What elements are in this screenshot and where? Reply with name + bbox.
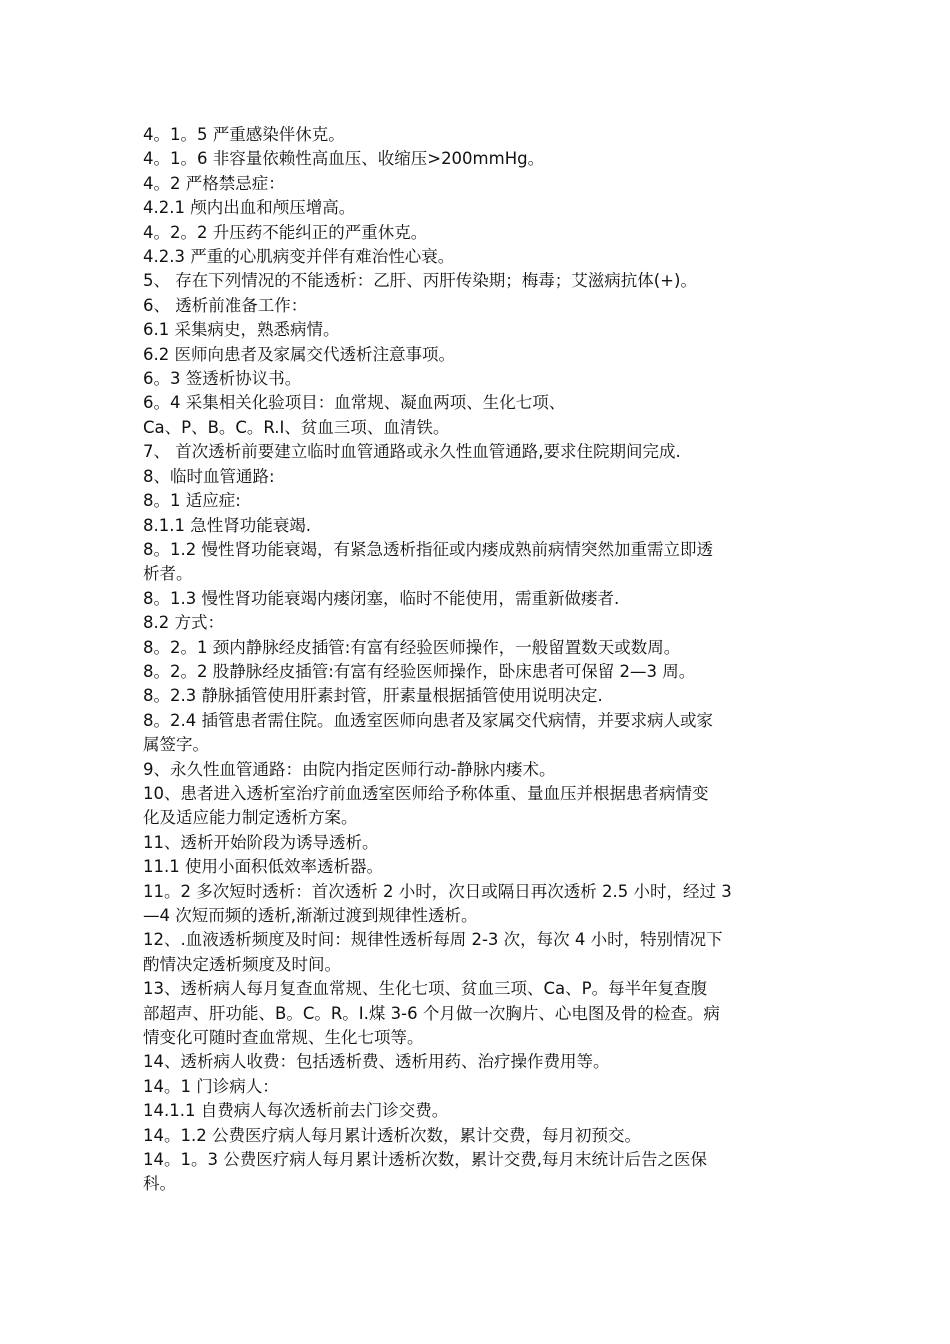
- text-line: 4。2 严格禁忌症：: [143, 173, 285, 193]
- text-line: 11.1 使用小面积低效率透析器。: [143, 857, 383, 877]
- text-line: 科。: [143, 1174, 176, 1194]
- text-line: 4。2。2 升压药不能纠正的严重休克。: [143, 222, 428, 242]
- text-line: 13、透析病人每月复查血常规、生化七项、贫血三项、Ca、P。每半年复查腹: [143, 979, 708, 999]
- text-line: 8、临时血管通路:: [143, 466, 275, 486]
- text-line: 4。1。5 严重感染伴休克。: [143, 125, 345, 144]
- text-line: 部超声、肝功能、B。C。R。I.煤 3-6 个月做一次胸片、心电图及骨的检查。病: [143, 1003, 720, 1023]
- text-line: 8。1.3 慢性肾功能衰竭内瘘闭塞，临时不能使用，需重新做瘘者.: [143, 588, 620, 608]
- text-line: 11。2 多次短时透析：首次透析 2 小时，次日或隔日再次透析 2.5 小时，经过 3: [143, 881, 732, 901]
- text-line: 10、患者进入透析室治疗前血透室医师给予称体重、量血压并根据患者病情变: [143, 783, 709, 803]
- text-line: 6。4 采集相关化验项目：血常规、凝血两项、生化七项、: [143, 393, 566, 413]
- text-line: 化及适应能力制定透析方案。: [143, 808, 358, 828]
- text-line: 6、 透析前准备工作：: [143, 295, 308, 315]
- text-line: 14。1 门诊病人：: [143, 1076, 279, 1096]
- text-line: 7、 首次透析前要建立临时血管通路或永久性血管通路,要求住院期间完成.: [143, 442, 681, 462]
- text-line: 8.1.1 急性肾功能衰竭.: [143, 515, 311, 535]
- text-line: 析者。: [143, 564, 193, 584]
- text-line: 酌情决定透析频度及时间。: [143, 954, 341, 974]
- text-line: 情变化可随时查血常规、生化七项等。: [143, 1028, 424, 1048]
- text-line: —4 次短而频的透析,渐渐过渡到规律性透析。: [143, 906, 478, 925]
- text-line: 4.2.3 严重的心肌病变并伴有难治性心衰。: [143, 247, 455, 267]
- text-line: 8。2.3 静脉插管使用肝素封管，肝素量根据插管使用说明决定.: [143, 686, 603, 706]
- text-line: 12、.血液透析频度及时间：规律性透析每周 2-3 次，每次 4 小时，特别情况下: [143, 930, 723, 950]
- text-line: 8。1 适应症:: [143, 491, 241, 511]
- text-line: 14。1。3 公费医疗病人每月累计透析次数，累计交费,每月末统计后告之医保: [143, 1150, 707, 1170]
- text-line: 4.2.1 颅内出血和颅压增高。: [143, 198, 356, 218]
- text-line: 14。1.2 公费医疗病人每月累计透析次数，累计交费，每月初预交。: [143, 1125, 641, 1145]
- text-line: 属签字。: [143, 735, 209, 755]
- text-line: 8。1.2 慢性肾功能衰竭，有紧急透析指征或内瘘成熟前病情突然加重需立即透: [143, 539, 713, 559]
- text-line: 6.2 医师向患者及家属交代透析注意事项。: [143, 344, 455, 364]
- text-line: 6。3 签透析协议书。: [143, 369, 302, 389]
- text-line: 6.1 采集病史，熟悉病情。: [143, 320, 340, 340]
- text-line: 8.2 方式：: [143, 613, 224, 633]
- text-line: 8。2.4 插管患者需住院。血透室医师向患者及家属交代病情，并要求病人或家: [143, 710, 713, 730]
- document-body: [143, 123, 805, 1197]
- text-line: 9、永久性血管通路：由院内指定医师行动-静脉内瘘术。: [143, 759, 556, 779]
- text-line: 8。2。1 颈内静脉经皮插管:有富有经验医师操作，一般留置数天或数周。: [143, 637, 681, 657]
- text-line: 8。2。2 股静脉经皮插管:有富有经验医师操作，卧床患者可保留 2—3 周。: [143, 661, 696, 681]
- text-line: 14、透析病人收费：包括透析费、透析用药、治疗操作费用等。: [143, 1052, 610, 1072]
- text-line: Ca、P、B。C。R.I、贫血三项、血清铁。: [143, 417, 450, 437]
- text-line: 14.1.1 自费病人每次透析前去门诊交费。: [143, 1101, 449, 1121]
- text-line: 5、 存在下列情况的不能透析：乙肝、丙肝传染期；梅毒；艾滋病抗体(+)。: [143, 271, 697, 291]
- text-line: 11、透析开始阶段为诱导透析。: [143, 832, 379, 852]
- text-line: 4。1。6 非容量依赖性高血压、收缩压>200mmHg。: [143, 149, 545, 169]
